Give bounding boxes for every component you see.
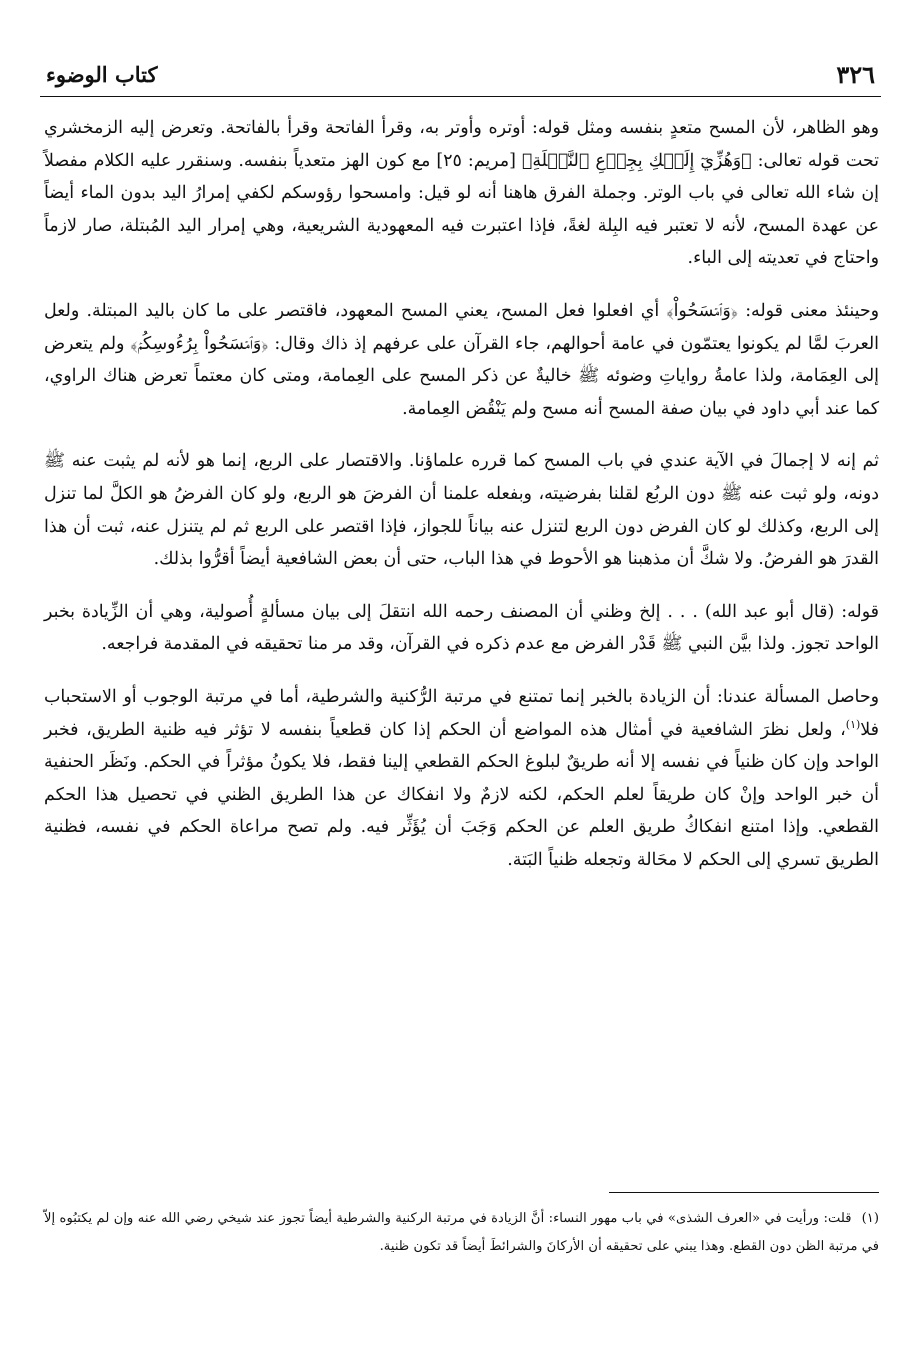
paragraph-text: ، ولعل نظرَ الشافعية في أمثال هذه المواضع أن الحكم إذا كان قطعياً بنفسه لا تؤثر فيه ظنية الطريق، فخبر الواحد وإن كان ظنياً في نفسه إلا أنه طريقٌ لبلوغ الحكم القطعي إلينا فقط، فلا يكونُ مؤثراً في الحكم. ونَظَر الحنفية أن خبر الواحد وإنْ كان طريقاً لعلم الحكم، لكنه لازمٌ ولا انفكاك عن هذا الطريق الظني في تحصيل هذا الحكم القطعي. وإذا امتنع انفكاكُ طريق العلم عن الحكم وَجَبَ أن يُؤَثِّر فيه. ولم تصح مراعاة الحكم في نفسه، فظنية الطريق تسري إلى الحكم لا محَالة وتجعله ظنياً البَتة. [44, 719, 879, 870]
paragraph: وحينئذ معنى قوله: ﴿وَٱمۡسَحُواْ﴾ أي افعلوا فعل المسح، يعني المسح المعهود، فاقتصر على ما كان باليد المبتلة. ولعل العربَ لمَّا لم يكونوا يعتمّون في عامة أحوالهم، جاء القرآن على عرفهم إذ ذاك وقال: ﴿وَٱمۡسَحُواْ بِرُءُوسِكُمۡ﴾ ولم يتعرض إلى العِمَامة، ولذا عامةُ رواياتِ وضوئه ﷺ خاليةٌ عن ذكر المسح على العِمامة، ومتى كان معتماً تعرض هناك الراوي، كما عند أبي داود في بيان صفة المسح أنه مسح ولم يَنْقُض العِمامة. [44, 300, 879, 419]
paragraph: وهو الظاهر، لأن المسح متعدٍ بنفسه ومثل قوله: أوتره وأوتر به، وقرأ الفاتحة وقرأ بالفاتحة. وتعرض إليه الزمخشري تحت قوله تعالى: ﴿وَهُزِّيٓ إِلَيۡكِ بِجِذۡعِ ٱلنَّخۡلَةِ﴾ [مريم: ٢٥] مع كون الهز متعدياً بنفسه. وسنقرر عليه الكلام مفصلاً إن شاء الله تعالى في باب الوتر. وجملة الفرق هاهنا أنه لو قيل: وامسحوا رؤوسكم لكفي إمرارُ اليد بدون الماء أيضاً عن عهدة المسح، لأنه لا تعتبر فيه البِلة لغةً، فإذا اعتبرت فيه المعهودية الشريعية، وهي إمرار اليد المُبتلة، صار لازماً واحتاج في تعديته إلى الباء. [44, 118, 880, 269]
paragraph-with-footnote-ref [44, 681, 879, 877]
paragraph: قوله: (قال أبو عبد الله) . . . إلخ وظني أن المصنف رحمه الله انتقلَ إلى بيان مسألةٍ أُصولية، وهي أن الزِّيادة بخبر الواحد تجوز. ولذا بيَّن النبي ﷺ قَدْر الفرض مع عدم ذكره في القرآن، وقد مر منا تحقيقه في المقدمة فراجعه. [44, 601, 879, 655]
page-number: ٣٢٦ [836, 60, 875, 89]
running-header [40, 56, 881, 97]
paragraph-text: وحاصل المسألة عندنا: أن الزيادة بالخبر إنما تمتنع في مرتبة الرُّكنية والشرطية، أما في مرتبة الوجوب أو الاستحباب فلا [44, 686, 879, 740]
paragraph: ثم إنه لا إجمالَ في الآية عندي في باب المسح كما قرره علماؤنا. والاقتصار على الربع، إنما هو لأنه لم يثبت عنه ﷺ دونه، ولو ثبت عنه ﷺ دون الربُع لقلنا بفرضيته، وبفعله علمنا أن الفرضَ هو الربع، ولو كان الفرضُ هو الكلَّ لما تنزل إلى الربع، وكذلك لو كان الفرض دون الربع لتنزل عنه بياناً للجواز، فإذا اقتصر على الربع ثم لم يتنزل عنه، ثبت أن هذا القدرَ هو الفرضُ. ولا شكَّ أن مذهبنا هو الأحوط في هذا الباب، حتى أن بعض الشافعية أيضاً أقرُّوا بذلك. [44, 451, 879, 570]
book-title: كتاب الوضوء [46, 62, 158, 87]
body-text [44, 112, 879, 896]
footnote-text: قلت: ورأيت في «العرف الشذى» في باب مهور النساء: أنَّ الزيادة في مرتبة الركنية والشرطية أيضاً تجوز عند شيخي رضي الله عنه وإن لم يكتبُوه إلاّ في مرتبة الظن دون القطع. وهذا يبني على تحقيقه أن الأركانَ والشرائطَ أيضاً قد تكون ظنية. [44, 1211, 879, 1254]
footnote-reference[interactable]: (١) [845, 717, 861, 731]
footnote-divider [609, 1192, 879, 1193]
footnote-number: (١) [861, 1211, 879, 1226]
footnote [44, 1205, 879, 1261]
